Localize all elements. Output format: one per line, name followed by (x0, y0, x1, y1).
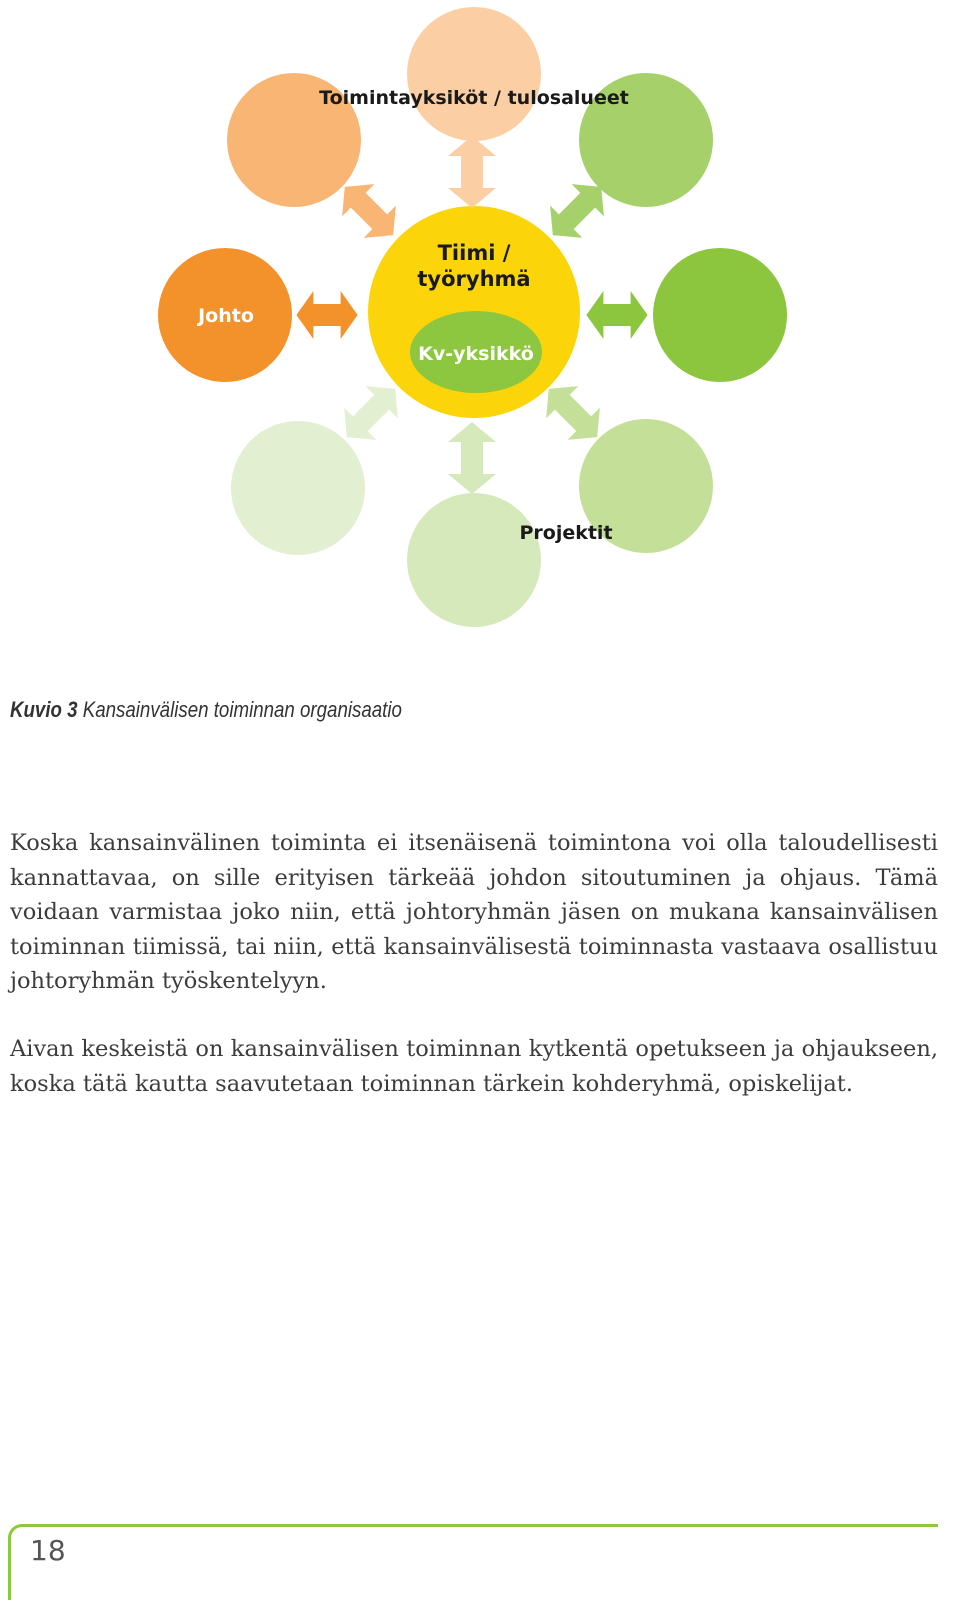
diagram-canvas (0, 0, 960, 660)
arrow-top (448, 136, 496, 208)
paragraph-2: Aivan keskeistä on kansainvälisen toiminnan kytkentä opetukseen ja ohjaukseen, koska tätä kautta saavutetaan toiminnan tärkein kohderyhmä, opiskelijat. (10, 1036, 938, 1097)
label-top: Toimintayksiköt / tulosalueet (319, 87, 629, 109)
figure-caption (10, 697, 402, 723)
arrow-left (296, 291, 357, 339)
page-number: 18 (30, 1534, 66, 1567)
paragraph-1: Koska kansainvälinen toiminta ei itsenäisenä toimintona voi olla taloudellisesti kannattavaa, on sille erityisen tärkeää johdon sitoutuminen ja ohjaus. Tämä voidaan varmistaa joko niin, että johtoryhmän jäsen on mukana kansainvälisen toiminnan tiimissä, tai niin, että kansainvälisestä toiminnasta vastaava osallistuu johtoryhmän työskentelyyn. (10, 830, 938, 994)
arrow-bottom (448, 422, 496, 494)
circle-bottom (407, 493, 541, 627)
center-title-line: työryhmä (417, 267, 531, 291)
footer-border (8, 1524, 938, 1600)
label-left: Johto (198, 305, 254, 327)
circle-right (653, 248, 787, 382)
center-title-line: Tiimi / (437, 241, 511, 265)
caption-number: Kuvio 3 (10, 697, 78, 722)
caption-text: Kansainvälisen toiminnan organisaatio (82, 697, 402, 722)
center-inner-label: Kv-yksikkö (418, 343, 534, 365)
organization-diagram (0, 0, 960, 660)
arrow-right (586, 291, 647, 339)
circle-bottom-left (231, 421, 365, 555)
circle-top (407, 7, 541, 141)
label-bottom: Projektit (519, 522, 613, 544)
